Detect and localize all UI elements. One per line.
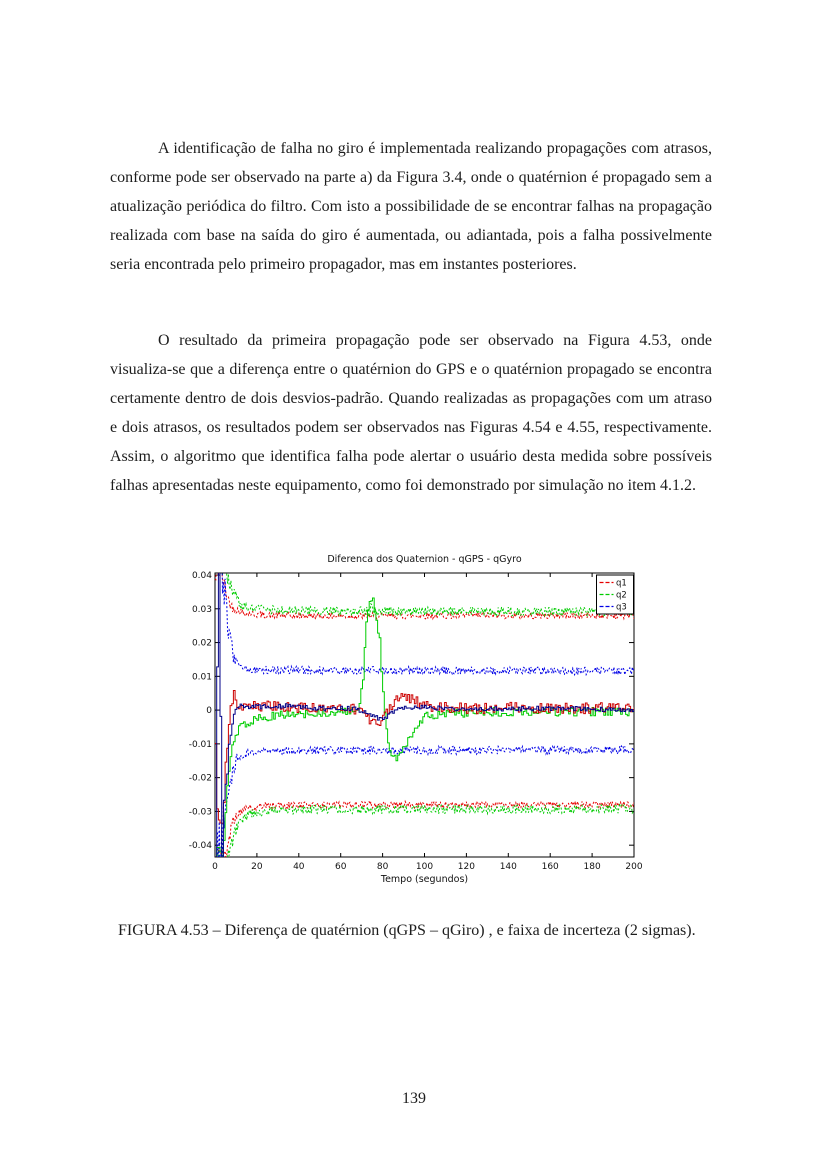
legend-label-q3: q3 [616, 602, 627, 613]
page-number: 139 [402, 1090, 426, 1107]
y-tick-label: 0.03 [191, 604, 212, 615]
x-tick-label: 140 [499, 862, 517, 872]
y-tick-label: 0.01 [191, 672, 212, 683]
chart-title: Diferenca dos Quaternion - qGPS - qGyro [327, 554, 522, 565]
x-tick-label: 80 [376, 862, 389, 872]
y-tick-label: 0.02 [191, 638, 212, 649]
chart-svg [188, 548, 648, 893]
y-tick-label: -0.04 [188, 841, 212, 852]
paragraph-propagation-result: O resultado da primeira propagação pode ser observado na Figura 4.53, onde visualiza-se que a diferença entre o quatérnion do GPS e o quatérnion propagado se encontra certamente dentro de dois desvios-padrão. Quando realizadas as propagações com um atraso e dois atrasos, os resultados podem ser observados nas Figuras 4.54 e 4.55, respectivamente. Assim, o algoritmo que identifica falha pode alertar o usuário desta medida sobre possíveis falhas apresentadas neste equipamento, como foi demonstrado por simulação no item 4.1.2. [110, 332, 712, 494]
x-tick-label: 40 [293, 862, 305, 872]
x-axis-label: Tempo (segundos) [380, 874, 469, 885]
quaternion-difference-chart [188, 548, 648, 893]
x-tick-label: 0 [212, 862, 218, 872]
figure-caption: FIGURA 4.53 – Diferença de quatérnion (qGPS – qGiro) , e faixa de incerteza (2 sigmas). [118, 922, 696, 939]
x-tick-label: 200 [625, 862, 643, 872]
x-tick-label: 60 [334, 862, 347, 872]
x-tick-label: 20 [251, 862, 263, 872]
paragraph-gyro-failure: A identificação de falha no giro é implementada realizando propagações com atrasos, conforme pode ser observado na parte a) da Figura 3.4, onde o quatérnion é propagado sem a atualização periódica do filtro. Com isto a possibilidade de se encontrar falhas na propagação realizada com base na saída do giro é aumentada, ou adiantada, pois a falha possivelmente seria encontrada pelo primeiro propagador, mas em instantes posteriores. [110, 140, 712, 273]
x-tick-label: 120 [457, 862, 475, 872]
x-tick-label: 100 [415, 862, 434, 872]
y-tick-label: 0.04 [191, 571, 212, 582]
x-tick-label: 180 [583, 862, 601, 872]
legend-label-q2: q2 [616, 590, 627, 601]
y-tick-label: -0.03 [188, 807, 212, 818]
legend-label-q1: q1 [616, 578, 627, 589]
y-tick-label: 0 [206, 706, 212, 717]
x-tick-label: 160 [541, 862, 559, 872]
y-tick-label: -0.01 [188, 739, 212, 750]
y-tick-label: -0.02 [188, 773, 212, 784]
